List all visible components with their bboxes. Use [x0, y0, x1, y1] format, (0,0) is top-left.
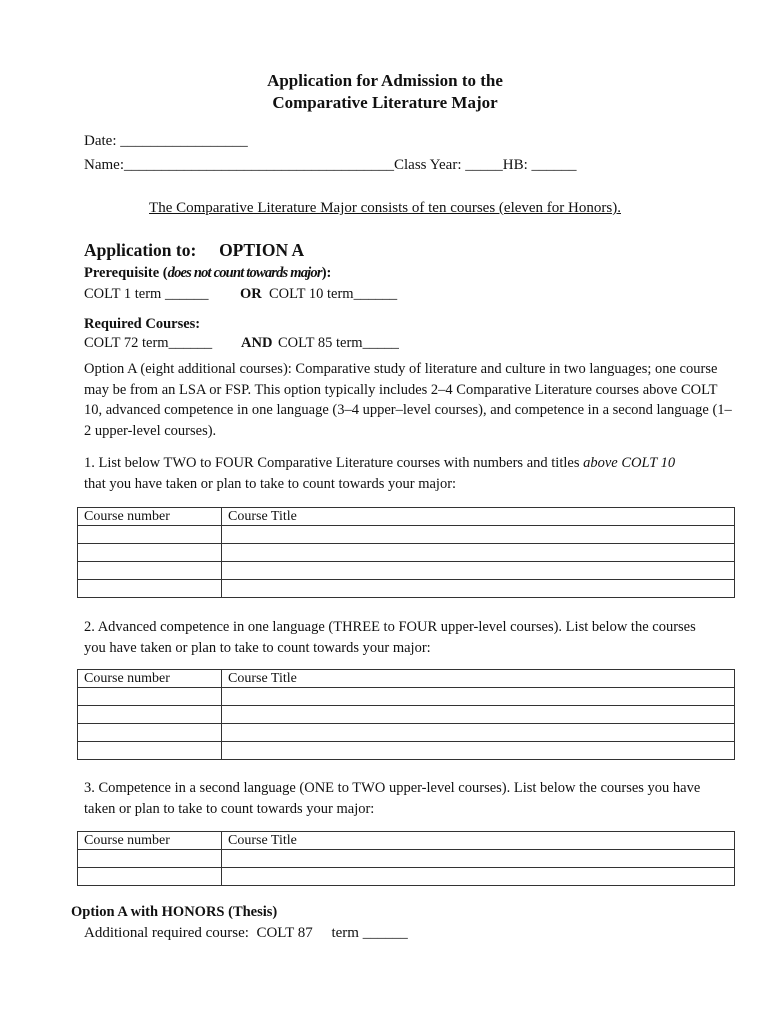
name-class-year-field[interactable]: Name:____________________________________Class Year: _____HB: ______ [84, 157, 577, 173]
course-title-cell[interactable] [222, 688, 735, 706]
honors-heading: Option A with HONORS (Thesis) [71, 904, 278, 920]
course-number-cell[interactable] [78, 544, 222, 562]
application-heading [84, 240, 304, 261]
section3-instructions: 3. Competence in a second language (ONE to TWO upper-level courses). List below the courses you have taken or plan to take to count towards your major: [84, 780, 701, 817]
honors-colt87-field[interactable]: Additional required course: COLT 87 term ______ [84, 925, 408, 941]
section1-text2: that you have taken or plan to take to count towards your major: [84, 475, 457, 492]
course-title-header: Course Title [222, 508, 735, 526]
course-number-cell[interactable] [78, 706, 222, 724]
course-title-cell[interactable] [222, 580, 735, 598]
section1-emphasis: above COLT 10 [583, 455, 676, 471]
section1-text: 1. List below TWO to FOUR Comparative Literature courses with numbers and titles [84, 455, 584, 471]
prerequisite-label-text: Prerequisite ( [84, 265, 168, 281]
prerequisite-note: does not count towards major [167, 265, 322, 281]
prerequisite-or: OR [240, 286, 262, 302]
course-number-cell[interactable] [78, 742, 222, 760]
course-number-header: Course number [78, 508, 222, 526]
table-header-row [78, 508, 735, 526]
prerequisite-label-close: ): [321, 265, 332, 281]
table-row[interactable] [78, 526, 735, 544]
course-number-cell[interactable] [78, 562, 222, 580]
table-row[interactable] [78, 706, 735, 724]
prerequisite-colt10[interactable]: COLT 10 term______ [269, 286, 398, 302]
date-field[interactable]: Date: _________________ [84, 133, 248, 149]
form-title-line1: Application for Admission to the [267, 71, 503, 90]
table-row[interactable] [78, 562, 735, 580]
course-number-header: Course number [78, 832, 222, 850]
table-row[interactable] [78, 868, 735, 886]
course-title-cell[interactable] [222, 526, 735, 544]
course-number-cell[interactable] [78, 688, 222, 706]
course-title-header: Course Title [222, 670, 735, 688]
prerequisite-colt1[interactable]: COLT 1 term ______ [84, 286, 209, 302]
option-a-description: Option A (eight additional courses): Comparative study of literature and culture in two languages; one course may be from an LSA or FSP. This option typically includes 2–4 Comparative Literature courses above COLT 10, advanced competence in one language (3–4 upper–level courses), and competence in a second language (1–2 upper-level courses). [84, 361, 732, 439]
course-title-cell[interactable] [222, 724, 735, 742]
section2-course-table [77, 669, 735, 760]
required-colt72[interactable]: COLT 72 term______ [84, 335, 213, 351]
form-title-line2: Comparative Literature Major [272, 93, 498, 112]
section2-instructions: 2. Advanced competence in one language (THREE to FOUR upper-level courses). List below the courses you have taken or plan to take to count towards your major: [84, 619, 696, 656]
course-number-header: Course number [78, 670, 222, 688]
table-row[interactable] [78, 688, 735, 706]
application-heading-option: OPTION A [219, 240, 305, 260]
course-title-cell[interactable] [222, 706, 735, 724]
table-header-row [78, 670, 735, 688]
table-header-row [78, 832, 735, 850]
table-row[interactable] [78, 742, 735, 760]
required-courses-label: Required Courses: [84, 316, 201, 332]
course-number-cell[interactable] [78, 724, 222, 742]
table-row[interactable] [78, 724, 735, 742]
required-and: AND [241, 335, 273, 351]
course-title-cell[interactable] [222, 742, 735, 760]
major-intro: The Comparative Literature Major consists of ten courses (eleven for Honors). [149, 200, 621, 216]
application-heading-prefix: Application to: [84, 240, 197, 260]
course-number-cell[interactable] [78, 580, 222, 598]
course-title-header: Course Title [222, 832, 735, 850]
required-colt85[interactable]: COLT 85 term_____ [278, 335, 399, 351]
section1-course-table [77, 507, 735, 598]
course-number-cell[interactable] [78, 868, 222, 886]
course-title-cell[interactable] [222, 868, 735, 886]
course-title-cell[interactable] [222, 562, 735, 580]
course-title-cell[interactable] [222, 544, 735, 562]
course-title-cell[interactable] [222, 850, 735, 868]
table-row[interactable] [78, 544, 735, 562]
section3-course-table [77, 831, 735, 886]
table-row[interactable] [78, 580, 735, 598]
prerequisite-label [84, 265, 331, 282]
section1-instructions [84, 453, 744, 494]
course-number-cell[interactable] [78, 850, 222, 868]
table-row[interactable] [78, 850, 735, 868]
course-number-cell[interactable] [78, 526, 222, 544]
